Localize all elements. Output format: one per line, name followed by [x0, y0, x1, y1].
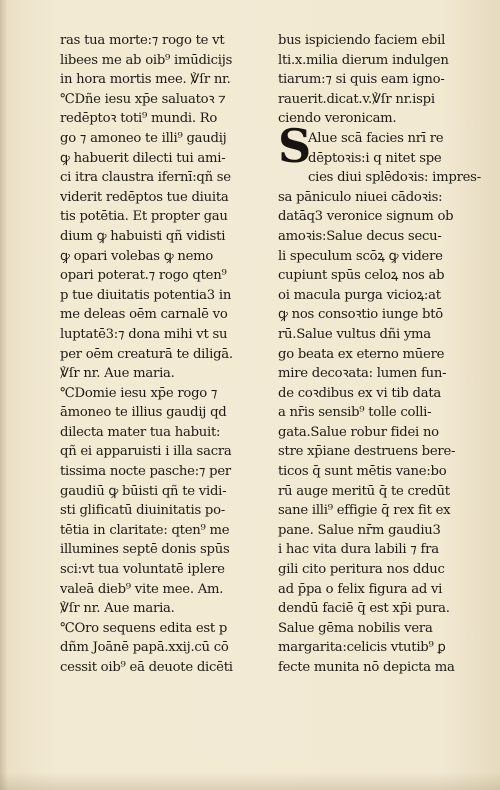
text-line: tis potētia. Et propter gau [60, 209, 228, 225]
text-line: a nr̄is sensib⁹ tolle colli- [278, 405, 432, 421]
left-text-column [60, 31, 272, 678]
text-line: i hac vita dura labili ⁊ fra [278, 542, 439, 558]
text-line: ꝙ nos consoꝛtio iunge btō [278, 307, 443, 323]
text-line: rū auge meritū q̄ te credūt [278, 483, 450, 499]
text-line: ad p̄pa o felix figura ad vi [278, 581, 443, 597]
text-line: ras tua morte:⁊ rogo te vt [60, 33, 225, 48]
page-bottom-shadow [0, 772, 500, 790]
text-line: tiarum:⁊ si quis eam igno- [278, 72, 445, 88]
text-line: per oēm creaturā te diligā. [60, 346, 233, 362]
text-line: de coꝛdibus ex vi tib data [278, 385, 441, 401]
text-line: ciendo veronicam. [278, 111, 397, 127]
text-line: oi macula purga vicioꝝ:at [278, 287, 441, 303]
text-line: illumines septē donis spūs [60, 542, 230, 558]
text-line: dñm Joānē papā.xxij.cū cō [60, 640, 229, 656]
page-gutter-shadow [0, 0, 8, 790]
text-line: rū.Salue vultus dñi yma [278, 326, 431, 342]
text-line: p tue diuitatis potentia3 in [60, 287, 232, 303]
text-line: me deleas oēm carnalē vo [60, 307, 228, 323]
text-line: opari poterat.⁊ rogo qten⁹ [60, 268, 227, 284]
text-line: viderit redēptos tue diuita [60, 189, 229, 205]
text-line: dēptoꝛis:i q nitet spe [308, 150, 442, 166]
text-line: go ⁊ amoneo te illi⁹ gaudij [60, 130, 227, 146]
text-line: tissima nocte pasche:⁊ per [60, 464, 231, 480]
text-line: stre xp̄iane destruens bere- [278, 444, 456, 460]
text-line: datāq3 veronice signum ob [278, 209, 454, 225]
text-line: lti.x.milia dierum indulgen [278, 52, 449, 68]
text-line: amoꝛis:Salue decus secu- [278, 228, 442, 244]
text-line: bus ispiciendo faciem ebil [278, 33, 446, 48]
text-line: sti glificatū diuinitatis po- [60, 503, 225, 519]
text-line: gaudiū ꝙ būisti qñ te vidi- [60, 483, 227, 499]
text-line: margarita:celicis vtutib⁹ ꝑ [278, 640, 446, 656]
text-line: sa pāniculo niuei cādoꝛis: [278, 189, 443, 205]
text-line: in hora mortis mee. ℣ſr nr. [60, 72, 231, 88]
text-line: valeā dieb⁹ vite mee. Am. [60, 581, 224, 597]
text-line: fecte munita nō depicta ma [278, 660, 455, 675]
text-line: sci:vt tua voluntatē iplere [60, 562, 225, 578]
text-line: gili cito peritura nos dduc [278, 562, 445, 578]
text-line: dendū faciē q̄ est xp̄i pura. [278, 601, 450, 617]
text-line: cies diui splēdoꝛis: impres- [308, 170, 481, 186]
text-line: go beata ex eterno mūere [278, 346, 445, 362]
text-line: dilecta mater tua habuit: [60, 424, 221, 440]
text-line: rauerit.dicat.v.℣ſr nr.ispi [278, 91, 435, 107]
text-line: ℃Dñe iesu xp̄e saluatoꝛ ⁊ [60, 91, 226, 107]
text-line: ꝙ opari volebas ꝙ nemo [60, 248, 214, 264]
text-line: mire decoꝛata: lumen fun- [278, 366, 447, 382]
text-line: dium ꝙ habuisti qñ vidisti [60, 228, 226, 244]
text-line: Alue scā facies nrī re [308, 130, 444, 146]
text-line: gata.Salue robur fidei no [278, 424, 439, 440]
text-line: Salue gēma nobilis vera [278, 620, 433, 636]
text-line: ℃Domie iesu xp̄e rogo ⁊ [60, 385, 218, 401]
right-column-rest-lines [278, 188, 490, 678]
text-line: ticos q̄ sunt mētis vane:bo [278, 464, 447, 480]
text-line: ℣ſr nr. Aue maria. [60, 601, 175, 617]
drop-initial-letter: S [278, 118, 311, 173]
text-line: li speculum scōꝝ ꝙ videre [278, 248, 443, 264]
text-line: ℣ſr nr. Aue maria. [60, 366, 175, 382]
text-line: redēptoꝛ toti⁹ mundi. Ro [60, 111, 218, 127]
text-line: ci itra claustra ifernī:qñ se [60, 170, 231, 186]
text-line: libees me ab oib⁹ imūdicijs [60, 52, 233, 68]
text-line: sane illi⁹ effigie q̄ rex fit ex [278, 503, 451, 519]
text-line: āmoneo te illius gaudij qd [60, 405, 227, 421]
right-column-top-lines [278, 31, 490, 129]
text-line: ꝙ habuerit dilecti tui ami- [60, 150, 226, 166]
text-line: pane. Salue nr̄m gaudiu3 [278, 522, 441, 538]
text-line: cupiunt spūs celoꝝ nos ab [278, 268, 445, 284]
text-line: tētia in claritate: qten⁹ me [60, 522, 230, 538]
text-line: cessit oib⁹ eā deuote dicēti [60, 660, 233, 675]
text-line: ℃Oro sequens edita est p [60, 620, 228, 636]
text-line: qñ ei apparuisti i illa sacra [60, 444, 232, 460]
right-text-column [278, 31, 490, 678]
text-line: luptatē3:⁊ dona mihi vt su [60, 326, 228, 342]
